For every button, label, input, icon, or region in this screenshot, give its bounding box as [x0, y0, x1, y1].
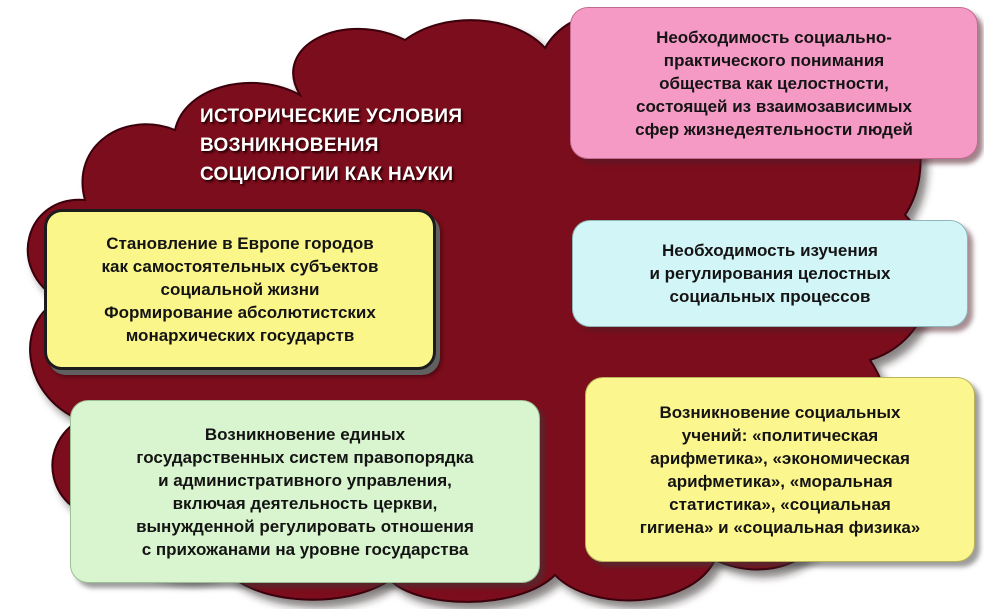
box-study-social-processes [572, 220, 968, 327]
diagram-title [200, 102, 540, 189]
box-social-practical-understanding [570, 7, 978, 159]
box-european-cities [44, 209, 436, 370]
box-social-practical-understanding-text: Необходимость социально- практического понимания общества как целостности, состоящей из взаимозависимых сфер жизнедеятельности людей [635, 27, 913, 139]
box-unified-state-systems [70, 400, 540, 583]
box-unified-state-systems-text: Возникновение единых государственных систем правопорядка и административного управления, включая деятельность церкви, вынужденной регулировать отношения с прихожанами на уровне государства [136, 424, 474, 559]
box-study-social-processes-text: Необходимость изучения и регулирования целостных социальных процессов [649, 241, 891, 306]
box-european-cities-text: Становление в Европе городов как самостоятельных субъектов социальной жизни Формирование абсолютистских монархических государств [101, 234, 379, 345]
box-social-teachings-text: Возникновение социальных учений: «политическая арифметика», «экономическая арифметика», «моральная статистика», «социальная гигиена» и «социальная физика» [639, 402, 921, 537]
box-social-teachings [585, 377, 975, 562]
diagram-title-text: ИСТОРИЧЕСКИЕ УСЛОВИЯ ВОЗНИКНОВЕНИЯ СОЦИОЛОГИИ КАК НАУКИ [200, 106, 463, 185]
